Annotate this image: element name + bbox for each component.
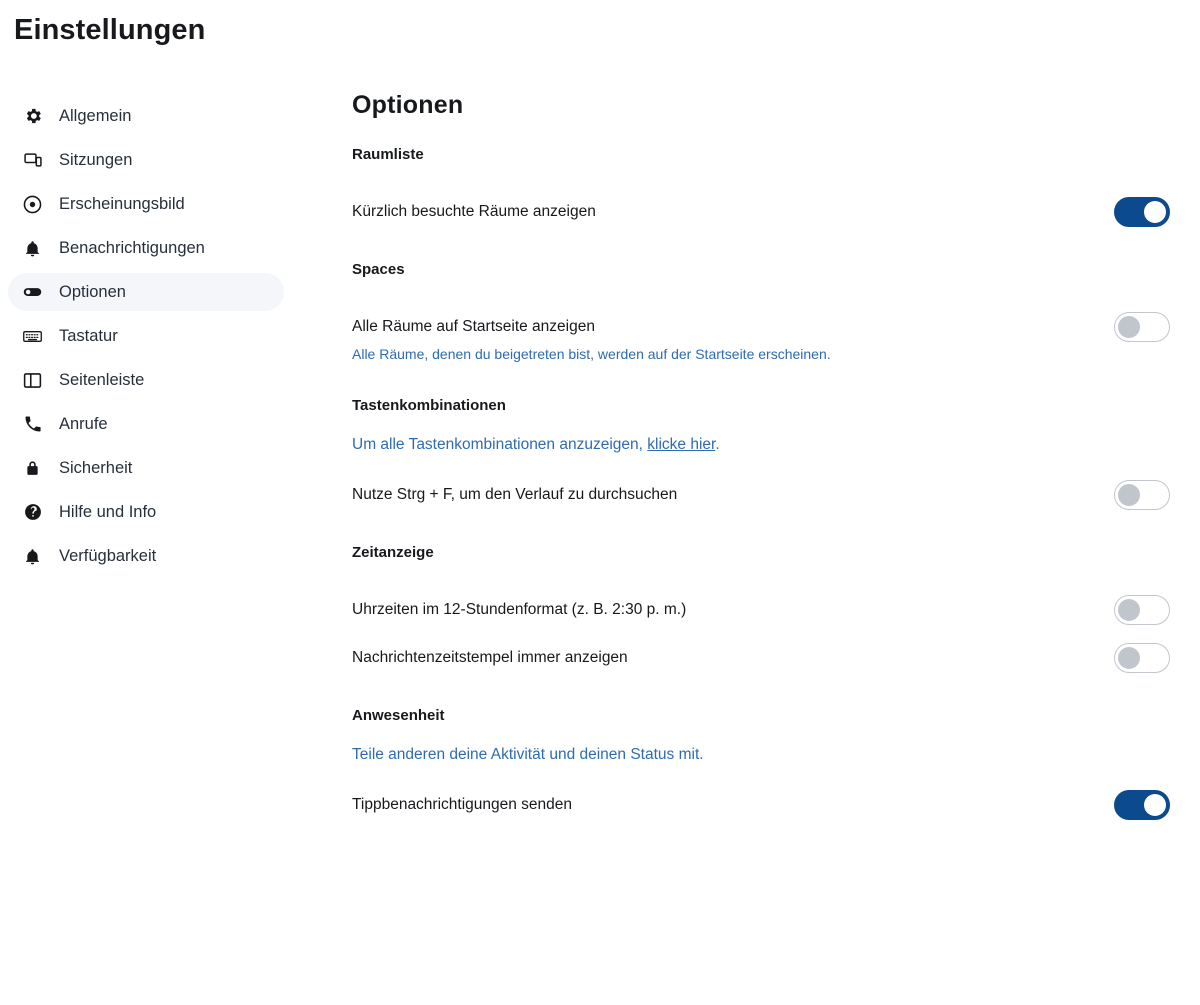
toggle-ctrl-f-search[interactable] <box>1114 480 1170 510</box>
sidebar-item-verfuegbarkeit[interactable] <box>8 537 284 575</box>
eye-icon <box>22 194 43 215</box>
section-raumliste <box>352 146 1170 229</box>
sidebar-item-tastatur[interactable] <box>8 317 284 355</box>
section-spaces <box>352 261 1170 365</box>
section-heading: Anwesenheit <box>352 707 445 724</box>
sidebar-item-label: Seitenleiste <box>59 370 145 389</box>
sidebar-item-sicherheit[interactable] <box>8 449 284 487</box>
lock-icon <box>22 458 43 479</box>
row-label: Alle Räume auf Startseite anzeigen <box>352 318 595 335</box>
help-icon <box>22 502 43 523</box>
toggle-icon <box>22 282 43 303</box>
sidebar-item-label: Allgemein <box>59 106 132 125</box>
settings-content <box>300 91 1200 822</box>
sidebar-item-label: Tastatur <box>59 326 118 345</box>
toggle-show-all-rooms[interactable] <box>1114 312 1170 342</box>
section-anwesenheit <box>352 707 1170 822</box>
presence-description: Teile anderen deine Aktivität und deinen Status mit. <box>352 746 704 763</box>
content-title: Optionen <box>352 91 464 119</box>
toggle-twelve-hour-format[interactable] <box>1114 595 1170 625</box>
toggle-typing-notifications[interactable] <box>1114 790 1170 820</box>
settings-layout <box>0 91 1200 822</box>
keyboard-icon <box>22 326 43 347</box>
toggle-knob <box>1118 316 1140 338</box>
bell-icon <box>22 546 43 567</box>
row-label: Nachrichtenzeitstempel immer anzeigen <box>352 649 628 666</box>
section-heading: Tastenkombinationen <box>352 397 506 414</box>
sidebar-item-label: Optionen <box>59 282 126 301</box>
toggle-knob <box>1144 201 1166 223</box>
toggle-show-recent-rooms[interactable] <box>1114 197 1170 227</box>
shortcuts-help-link[interactable]: klicke hier <box>647 436 716 453</box>
bell-icon <box>22 238 43 259</box>
page-title: Einstellungen <box>14 14 206 46</box>
row-twelve-hour-format <box>352 593 1170 627</box>
row-ctrl-f-search <box>352 478 1170 512</box>
toggle-always-show-timestamps[interactable] <box>1114 643 1170 673</box>
row-show-all-rooms <box>352 310 1170 344</box>
sidebar-item-hilfe-und-info[interactable] <box>8 493 284 531</box>
sidebar-item-label: Erscheinungsbild <box>59 194 185 213</box>
toggle-knob <box>1118 599 1140 621</box>
row-label: Uhrzeiten im 12-Stundenformat (z. B. 2:30 p. m.) <box>352 601 687 618</box>
sidebar-item-erscheinungsbild[interactable] <box>8 185 284 223</box>
devices-icon <box>22 150 43 171</box>
sidebar-item-label: Sicherheit <box>59 458 133 477</box>
sidebar-item-allgemein[interactable] <box>8 97 284 135</box>
row-show-recent-rooms <box>352 195 1170 229</box>
sidebar-item-label: Verfügbarkeit <box>59 546 157 565</box>
row-label: Tippbenachrichtigungen senden <box>352 796 573 813</box>
sidebar-item-label: Benachrichtigungen <box>59 238 205 257</box>
sidebar-item-sitzungen[interactable] <box>8 141 284 179</box>
shortcuts-help-prefix: Um alle Tastenkombinationen anzuzeigen, <box>352 436 648 453</box>
toggle-knob <box>1144 794 1166 816</box>
sidebar-item-label: Anrufe <box>59 414 108 433</box>
section-tastenkombinationen <box>352 397 1170 512</box>
section-zeitanzeige <box>352 544 1170 675</box>
settings-sidebar <box>0 91 300 581</box>
row-typing-notifications <box>352 788 1170 822</box>
toggle-knob <box>1118 484 1140 506</box>
row-always-show-timestamps <box>352 641 1170 675</box>
section-heading: Zeitanzeige <box>352 544 434 561</box>
row-description: Alle Räume, denen du beigetreten bist, werden auf der Startseite erscheinen. <box>352 346 831 362</box>
sidebar-icon <box>22 370 43 391</box>
sidebar-item-label: Hilfe und Info <box>59 502 157 521</box>
sidebar-item-benachrichtigungen[interactable] <box>8 229 284 267</box>
shortcuts-help-text <box>352 436 1170 454</box>
sidebar-item-label: Sitzungen <box>59 150 133 169</box>
sidebar-item-optionen[interactable] <box>8 273 284 311</box>
section-heading: Spaces <box>352 261 405 278</box>
sidebar-item-anrufe[interactable] <box>8 405 284 443</box>
section-heading: Raumliste <box>352 146 424 163</box>
row-label: Kürzlich besuchte Räume anzeigen <box>352 203 596 220</box>
row-label: Nutze Strg + F, um den Verlauf zu durchsuchen <box>352 486 678 503</box>
gear-icon <box>22 106 43 127</box>
phone-icon <box>22 414 43 435</box>
shortcuts-help-suffix: . <box>715 436 720 453</box>
sidebar-item-seitenleiste[interactable] <box>8 361 284 399</box>
toggle-knob <box>1118 647 1140 669</box>
